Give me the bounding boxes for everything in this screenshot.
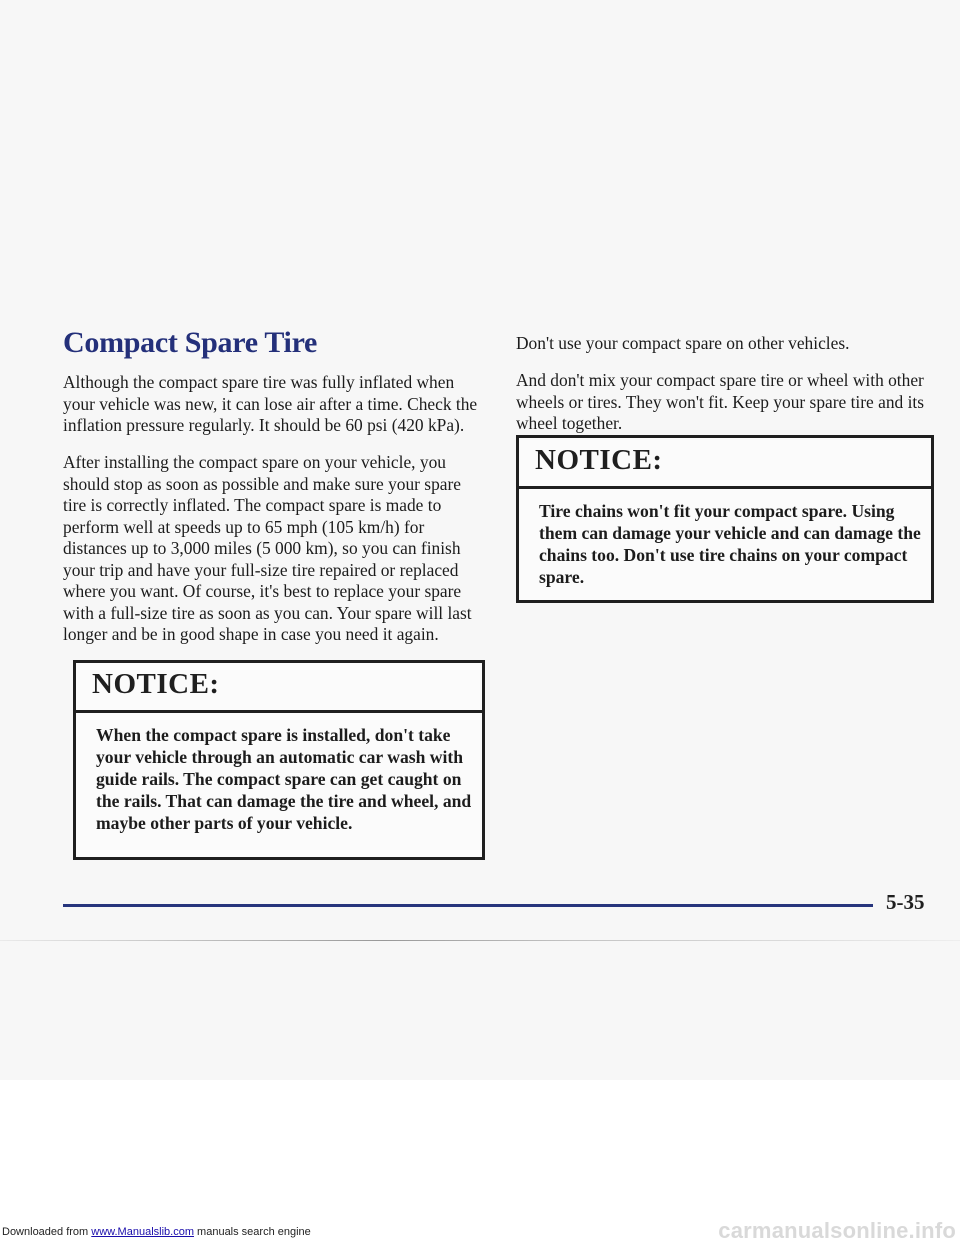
paragraph-inflation: Although the compact spare tire was fully inflated when your vehicle was new, it can lose air after a time. Check the inflation pressure regularly. It should be 60 psi (420 kPa). bbox=[63, 372, 478, 435]
notice-box-car-wash bbox=[73, 660, 485, 860]
watermark-text: carmanualsonline.info bbox=[718, 1218, 956, 1243]
footer-download-note bbox=[2, 1226, 311, 1238]
notice-body: Tire chains won't fit your compact spare. Using them can damage your vehicle and can damage the chains too. Don't use tire chains on your compact spare. bbox=[539, 501, 921, 587]
page-number: 5-35 bbox=[886, 890, 925, 914]
footer-prefix: Downloaded from bbox=[2, 1226, 89, 1238]
notice-header bbox=[519, 438, 931, 489]
paragraph-after-installing: After installing the compact spare on your vehicle, you should stop as soon as possible and make sure your spare tire is correctly inflated. The compact spare is made to perform well at speeds up to 65 mph (105 km/h) for distances up to 3,000 miles (5 000 km), so you can finish your trip and have your full-size tire repaired or replaced where you want. Of course, it's best to replace your spare with a full-size tire as soon as you can. Your spare will last longer and be in good shape in case you need it again. bbox=[63, 452, 472, 644]
notice-header bbox=[76, 663, 482, 713]
footer-suffix: manuals search engine bbox=[197, 1226, 311, 1238]
notice-title: NOTICE: bbox=[535, 444, 663, 476]
notice-body: When the compact spare is installed, don't take your vehicle through an automatic car wash with guide rails. The compact spare can get caught on the rails. That can damage the tire and wheel, and maybe other parts of your vehicle. bbox=[96, 725, 472, 833]
page-rule bbox=[63, 904, 873, 907]
scan-edge-line bbox=[0, 940, 960, 941]
notice-title: NOTICE: bbox=[92, 668, 220, 700]
paragraph-other-vehicles: Don't use your compact spare on other vehicles. bbox=[516, 333, 850, 353]
manualslib-link[interactable]: www.Manualslib.com bbox=[91, 1226, 194, 1238]
section-heading: Compact Spare Tire bbox=[63, 326, 318, 359]
paragraph-dont-mix: And don't mix your compact spare tire or wheel with other wheels or tires. They won't fit. Keep your spare tire and its wheel together. bbox=[516, 370, 925, 433]
notice-box-tire-chains bbox=[516, 435, 934, 603]
